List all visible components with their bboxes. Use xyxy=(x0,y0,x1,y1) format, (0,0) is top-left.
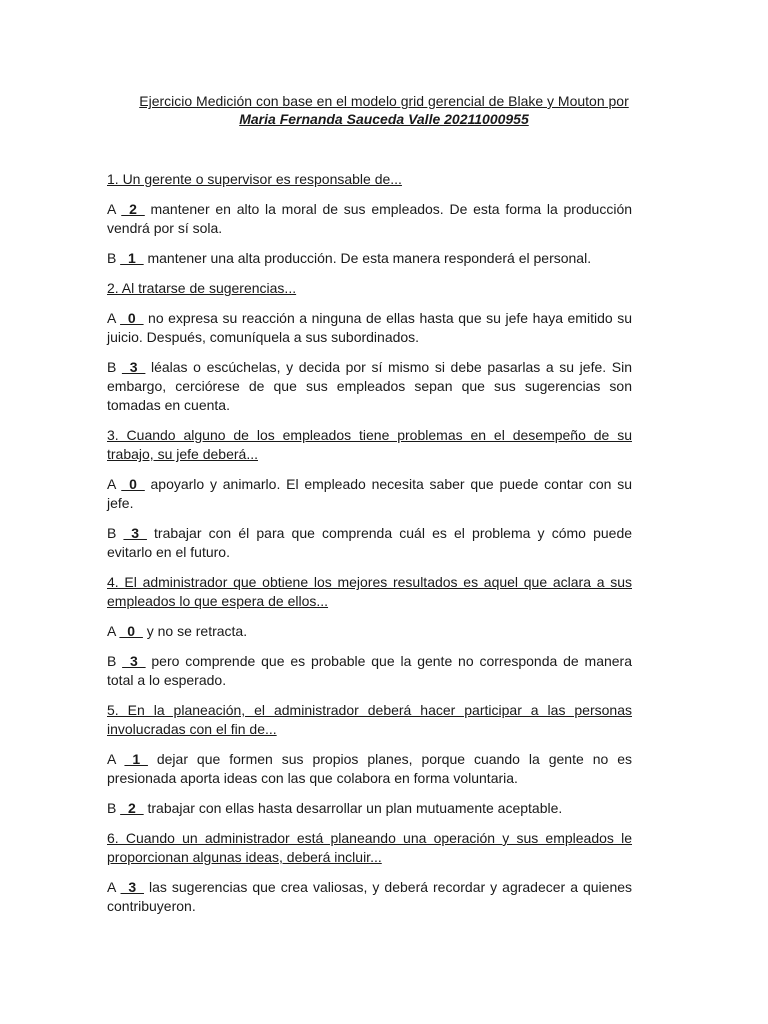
option-letter: A xyxy=(107,623,116,639)
option-letter: B xyxy=(107,250,117,266)
option-letter: B xyxy=(107,359,117,375)
option-letter: A xyxy=(107,879,116,895)
option-score: _1_ xyxy=(124,751,148,767)
answer-option xyxy=(107,249,632,268)
option-score: _0_ xyxy=(119,623,143,639)
option-score: _0_ xyxy=(120,310,144,326)
option-score: _3_ xyxy=(123,525,147,541)
option-text: pero comprende que es probable que la gente no corresponda de manera total a lo esperado. xyxy=(107,653,633,688)
answer-option xyxy=(107,309,632,347)
question-prompt: 1. Un gerente o supervisor es responsable de... xyxy=(107,171,402,187)
questionnaire xyxy=(107,170,632,927)
question-prompt: 2. Al tratarse de sugerencias... xyxy=(107,280,297,296)
document-title: Ejercicio Medición con base en el modelo grid gerencial de Blake y Mouton por xyxy=(139,93,629,109)
option-letter: A xyxy=(107,751,116,767)
answer-option xyxy=(107,652,632,690)
option-text: dejar que formen sus propios planes, porque cuando la gente no es presionada aporta ideas con las que colabora en forma voluntaria. xyxy=(107,751,632,786)
option-text: trabajar con él para que comprenda cuál es el problema y cómo puede evitarlo en el futuro. xyxy=(107,525,633,560)
option-letter: A xyxy=(107,201,116,217)
option-text: apoyarlo y animarlo. El empleado necesita saber que puede contar con su jefe. xyxy=(107,476,632,511)
option-letter: B xyxy=(107,800,117,816)
option-text: mantener una alta producción. De esta manera responderá el personal. xyxy=(147,250,592,266)
option-text: léalas o escúchelas, y decida por sí mismo si debe pasarlas a su jefe. Sin embargo, cerciórese de que sus empleados sepan que sus sugerencias son tomadas en cuenta. xyxy=(107,359,632,413)
answer-option xyxy=(107,750,632,788)
option-score: _3_ xyxy=(121,359,146,375)
option-text: las sugerencias que crea valiosas, y deberá recordar y agradecer a quienes contribuyeron. xyxy=(107,879,633,914)
question-prompt: 6. Cuando un administrador está planeando una operación y sus empleados le proporcionan algunas ideas, deberá incluir... xyxy=(107,830,632,865)
question-prompt: 5. En la planeación, el administrador deberá hacer participar a las personas involucradas con el fin de... xyxy=(107,702,632,737)
option-text: y no se retracta. xyxy=(146,623,248,639)
answer-option xyxy=(107,799,632,818)
option-letter: A xyxy=(107,476,116,492)
option-score: _2_ xyxy=(121,201,145,217)
option-score: _3_ xyxy=(120,879,144,895)
option-score: _3_ xyxy=(122,653,146,669)
option-score: _0_ xyxy=(121,476,145,492)
option-text: trabajar con ellas hasta desarrollar un plan mutuamente aceptable. xyxy=(147,800,563,816)
answer-option xyxy=(107,200,632,238)
question-prompt: 4. El administrador que obtiene los mejores resultados es aquel que aclara a sus empleados lo que espera de ellos... xyxy=(107,574,632,609)
answer-option xyxy=(107,622,632,641)
author-line: Maria Fernanda Sauceda Valle 20211000955 xyxy=(239,111,529,127)
option-letter: B xyxy=(107,653,117,669)
answer-option xyxy=(107,878,632,916)
answer-option xyxy=(107,358,632,415)
document-header xyxy=(60,92,708,128)
option-text: no expresa su reacción a ninguna de ellas hasta que su jefe haya emitido su juicio. Después, comuníquela a sus subordinados. xyxy=(107,310,632,345)
answer-option xyxy=(107,524,632,562)
option-score: _2_ xyxy=(120,800,144,816)
option-text: mantener en alto la moral de sus empleados. De esta forma la producción vendrá por sí sola. xyxy=(107,201,633,236)
question-prompt: 3. Cuando alguno de los empleados tiene problemas en el desempeño de su trabajo, su jefe deberá... xyxy=(107,427,632,462)
option-score: _1_ xyxy=(120,250,144,266)
option-letter: A xyxy=(107,310,116,326)
answer-option xyxy=(107,475,632,513)
option-letter: B xyxy=(107,525,117,541)
